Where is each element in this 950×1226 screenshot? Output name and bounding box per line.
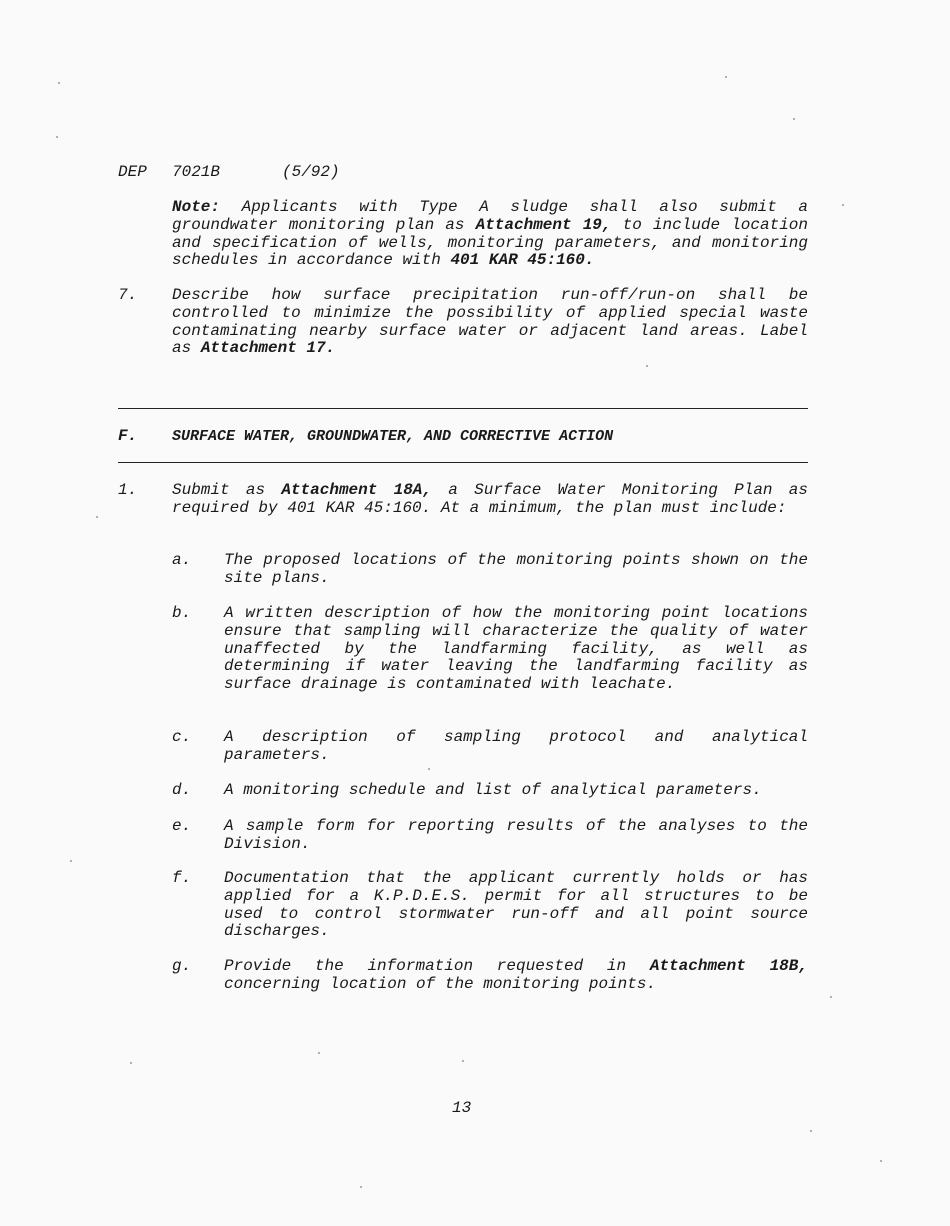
section-rule-top <box>118 408 808 409</box>
subitem-e-text: A sample form for reporting results of the analyses to the Division. <box>224 817 808 853</box>
note-text-2: to include location and specification of wells, monitoring parameters, and monitoring schedules in accordance with <box>172 215 809 270</box>
subitem-e-letter: e. <box>172 817 192 835</box>
scan-speck <box>428 768 430 770</box>
note-paragraph <box>172 199 808 270</box>
item-1-number: 1. <box>118 481 138 499</box>
subitem-g-text-1: Provide the information requested in <box>224 957 650 975</box>
section-rule-bottom <box>118 462 808 463</box>
scan-speck <box>793 118 795 120</box>
scan-speck <box>70 860 72 862</box>
scan-speck <box>360 1186 362 1188</box>
subitem-f-letter: f. <box>172 869 192 887</box>
subitem-b-text: A written description of how the monitoring point locations ensure that sampling will characterize the quality of water unaffected by the landfarming facility, as well as determining if water leaving the landfarming facility as surface drainage is contaminated with leachate. <box>224 604 808 694</box>
form-date: (5/92) <box>282 163 340 181</box>
subitem-a-text: The proposed locations of the monitoring points shown on the site plans. <box>224 551 808 587</box>
note-text-1: Applicants with Type A sludge shall also submit a groundwater monitoring plan as <box>172 198 808 234</box>
subitem-c-letter: c. <box>172 728 192 746</box>
scan-speck <box>96 516 98 518</box>
scan-speck <box>880 1160 882 1162</box>
subitem-g-attachment-ref: Attachment 18B, <box>649 957 808 975</box>
scan-speck <box>810 1130 812 1132</box>
subitem-f-text: Documentation that the applicant currently holds or has applied for a K.P.D.E.S. permit for all structures to be used to control stormwater run-off and all point source discharges. <box>224 869 808 941</box>
scan-speck <box>646 365 648 367</box>
note-regulation: 401 KAR 45:160. <box>450 251 595 270</box>
item-1-text-1: Submit as <box>172 481 282 499</box>
scan-speck <box>830 996 832 998</box>
subitem-g-paragraph <box>224 958 808 994</box>
scan-speck <box>58 82 60 84</box>
subitem-g-letter: g. <box>172 957 192 975</box>
item-7-paragraph <box>172 287 808 358</box>
scan-speck <box>842 204 844 206</box>
scan-speck <box>318 1052 320 1054</box>
subitem-d-text: A monitoring schedule and list of analytical parameters. <box>224 781 762 799</box>
page-number: 13 <box>452 1099 472 1117</box>
item-1-attachment-ref: Attachment 18A, <box>281 481 433 499</box>
form-code: 7021B <box>172 163 221 181</box>
scan-speck <box>56 136 58 138</box>
note-label: Note: <box>172 198 221 216</box>
item-1-text-2: a Surface Water Monitoring Plan as required by 401 KAR 45:160. At a minimum, the plan must include: <box>172 481 808 517</box>
subitem-g-text-2: concerning location of the monitoring points. <box>224 974 657 993</box>
scan-speck <box>725 76 727 78</box>
section-title: SURFACE WATER, GROUNDWATER, AND CORRECTIVE ACTION <box>172 428 614 445</box>
note-attachment-ref: Attachment 19, <box>475 215 612 234</box>
item-7-text: Describe how surface precipitation run-off/run-on shall be controlled to minimize the possibility of applied special waste contaminating nearby surface water or adjacent land areas. Label as <box>172 286 808 358</box>
item-7-number: 7. <box>118 286 138 304</box>
subitem-d-letter: d. <box>172 781 192 799</box>
form-label: DEP <box>118 163 147 181</box>
item-1-paragraph <box>172 482 808 518</box>
subitem-a-letter: a. <box>172 551 192 569</box>
subitem-c-text: A description of sampling protocol and analytical parameters. <box>224 728 808 764</box>
scan-speck <box>130 1062 132 1064</box>
subitem-b-letter: b. <box>172 604 192 622</box>
section-letter: F. <box>118 427 138 445</box>
item-7-attachment-ref: Attachment 17. <box>200 339 336 358</box>
scan-speck <box>462 1060 464 1062</box>
